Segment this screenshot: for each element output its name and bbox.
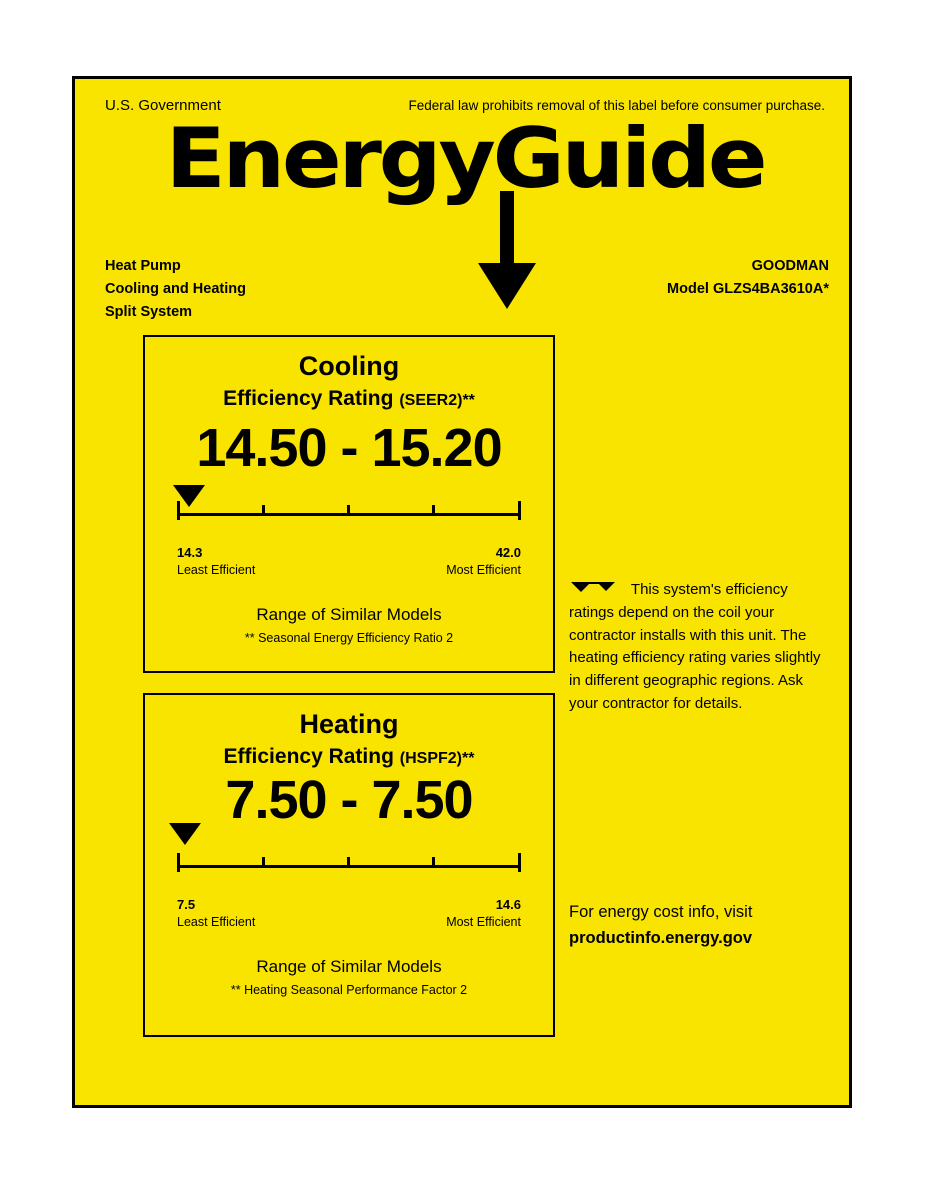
heating-scale-pointer [169,823,201,845]
heating-subtitle [145,745,553,769]
cost-info-url[interactable]: productinfo.energy.gov [569,929,753,948]
heating-footnote: ** Heating Seasonal Performance Factor 2 [230,983,468,997]
pointer-markers-icon [569,580,627,594]
model-number: Model GLZS4BA3610A* [667,281,829,298]
energyguide-label [72,76,852,1108]
heating-scale-numbers [177,897,521,913]
down-arrow-icon [467,191,547,311]
heating-metric: (HSPF2)** [399,750,475,767]
product-identification [667,255,829,301]
heating-scale-labels [177,915,521,931]
cooling-scale-tick [262,505,265,516]
cooling-scale-tick [347,505,350,516]
cost-info-line1: For energy cost info, visit [569,903,753,921]
cooling-scale [177,479,521,545]
heating-subtitle-text: Efficiency Rating [223,745,394,768]
heating-value: 7.50 - 7.50 [225,770,473,830]
energy-cost-info [569,899,839,952]
cooling-scale-min: 14.3 [177,545,203,560]
product-type-line3: Split System [105,304,193,321]
cooling-scale-endcap-right [518,501,521,520]
wordmark-energy: Energy [165,110,493,207]
us-government-text: U.S. Government [105,97,221,114]
heating-least-efficient-label: Least Efficient [177,915,256,929]
cooling-scale-max: 42.0 [495,545,521,560]
heating-scale-endcap-left [177,853,180,872]
heating-most-efficient-label: Most Efficient [446,915,521,929]
heating-scale-tick [262,857,265,868]
heating-title: Heating [299,709,399,739]
energyguide-wordmark [52,110,879,207]
brand-name: GOODMAN [751,258,829,274]
cooling-subtitle-text: Efficiency Rating [223,387,394,410]
system-note [569,579,831,716]
cooling-scale-numbers [177,545,521,561]
product-type-line2: Cooling and Heating [105,281,246,298]
cooling-range-note: Range of Similar Models [256,605,442,624]
federal-law-notice: Federal law prohibits removal of this label before consumer purchase. [408,98,825,113]
system-note-text: This system's efficiency ratings depend on the coil your contractor installs with this unit. The heating efficiency rating varies slightly in different geographic regions. Ask your contractor for details. [569,581,821,712]
cooling-scale-endcap-left [177,501,180,520]
cooling-rating-box [143,335,555,673]
product-type-line1: Heat Pump [105,258,181,274]
cooling-scale-labels [177,563,521,579]
cooling-scale-tick [432,505,435,516]
cooling-least-efficient-label: Least Efficient [177,563,256,577]
cooling-title: Cooling [298,351,400,381]
heating-scale-endcap-right [518,853,521,872]
heating-range-note: Range of Similar Models [256,957,442,976]
heating-scale [177,831,521,897]
product-type [105,255,246,325]
cooling-footnote: ** Seasonal Energy Efficiency Ratio 2 [244,631,454,645]
cooling-most-efficient-label: Most Efficient [446,563,521,577]
cooling-value: 14.50 - 15.20 [196,418,502,478]
heating-scale-tick [347,857,350,868]
heating-rating-box [143,693,555,1037]
wordmark-guide: Guide [492,110,765,207]
cooling-metric: (SEER2)** [399,392,475,409]
heating-scale-max: 14.6 [495,897,521,912]
cooling-subtitle [145,387,553,411]
heating-scale-min: 7.5 [177,897,196,912]
heating-scale-tick [432,857,435,868]
